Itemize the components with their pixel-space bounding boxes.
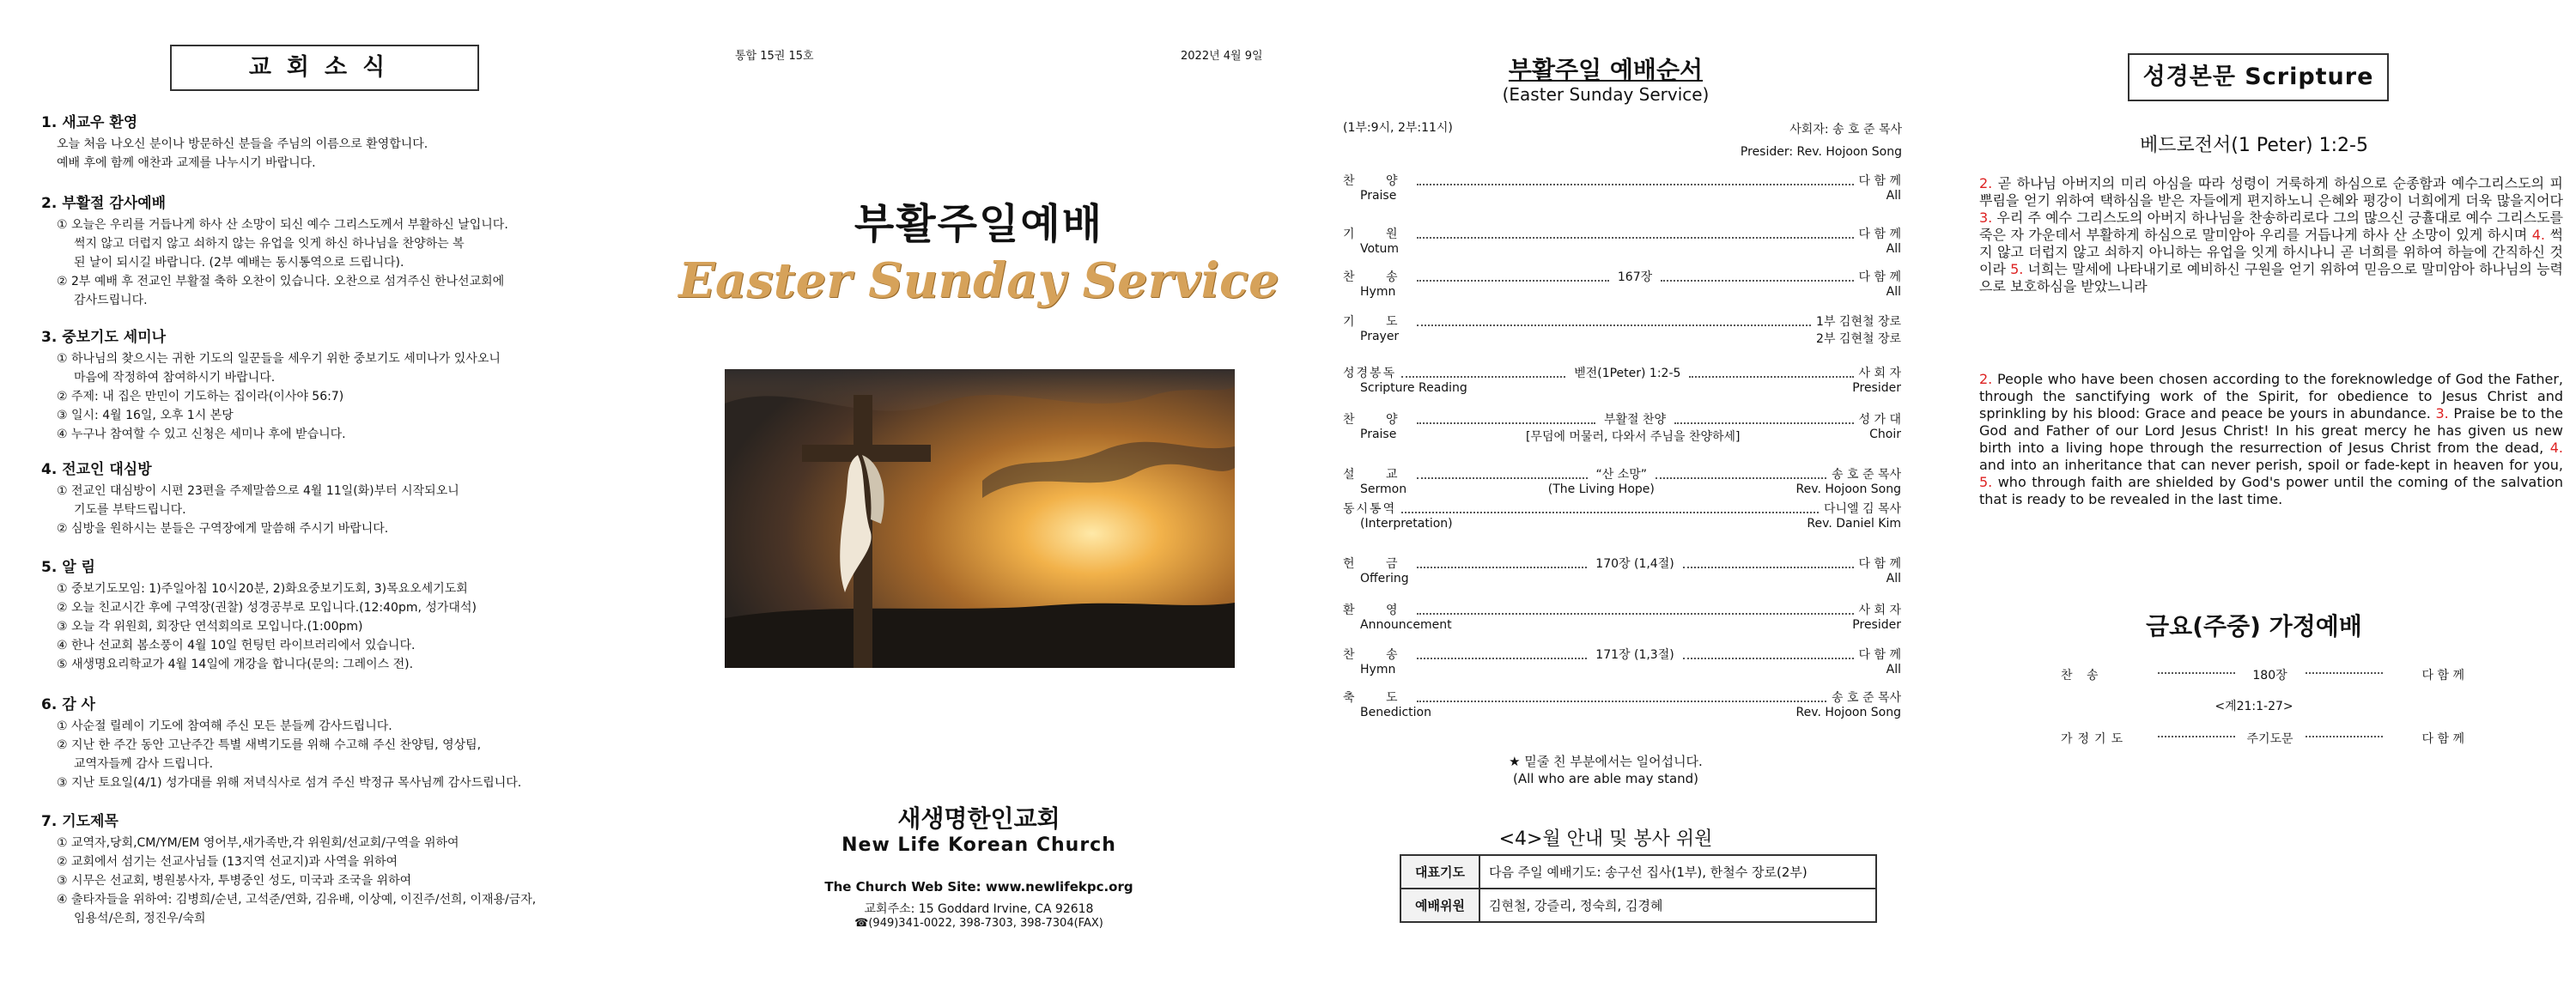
leader-dots	[2158, 736, 2235, 737]
news-section-heading: 7. 기도제목	[41, 813, 118, 830]
verse-number: 3.	[2435, 405, 2449, 422]
order-item-english-leader: Rev. Daniel Kim	[1807, 517, 1901, 531]
duty-head: 대표기도	[1400, 855, 1479, 889]
order-item-english-leader: Choir	[1869, 428, 1901, 441]
leader-dots	[1417, 184, 1854, 185]
order-item-label: 기 원	[1343, 228, 1412, 241]
news-section-heading: 1. 새교우 환영	[41, 114, 138, 131]
order-item-english	[1343, 381, 1901, 395]
order-item-english-leader: Presider	[1852, 618, 1901, 632]
order-item-english-leader: Rev. Hojoon Song	[1795, 482, 1901, 496]
bulletin-volume: 통합 15권 15호	[735, 50, 814, 63]
order-item-label: 찬 양	[1343, 413, 1412, 427]
scripture-reference: 베드로전서(1 Peter) 1:2-5	[2140, 135, 2368, 156]
order-item-english-label: (Interpretation)	[1360, 517, 1453, 531]
order-item-english-label: Hymn	[1360, 285, 1396, 299]
news-line: 예배 후에 함께 애찬과 교제를 나누시기 바랍니다.	[57, 156, 316, 170]
order-item-main	[1343, 364, 1901, 381]
order-item-detail: 부활절 찬양	[1603, 413, 1667, 427]
order-item-label: 성경봉독	[1343, 367, 1397, 380]
order-item-label: 찬 양	[1343, 174, 1412, 188]
friday-prayer-by: 다 함 께	[2421, 732, 2464, 746]
order-item-english-label: Votum	[1360, 242, 1400, 256]
verse-number: 5.	[1979, 474, 1993, 490]
order-item-leader: 성 가 대	[1858, 413, 1901, 427]
verse-text: who through faith are shielded by God's power until the coming of the salvation that is ready to be revealed in the last time.	[1979, 474, 2563, 507]
order-item-detail: 171장 (1,3절)	[1595, 648, 1674, 662]
order-item-english-leader: All	[1886, 572, 1901, 585]
order-item-english	[1343, 517, 1901, 531]
order-item-english	[1343, 572, 1901, 585]
order-item	[1343, 646, 1901, 676]
news-line: ③ 지난 토요일(4/1) 성가대를 위해 저녁식사로 섬겨 주신 박정규 목사님께 감사드립니다.	[57, 776, 522, 790]
order-item-english	[1343, 482, 1901, 496]
order-item-main	[1343, 500, 1901, 517]
order-item-main	[1343, 465, 1901, 482]
news-section	[41, 692, 634, 792]
order-item-english-label: Offering	[1360, 572, 1409, 585]
order-item-leader: 다니엘 김 목사	[1823, 502, 1901, 516]
presider-english: Presider: Rev. Hojoon Song	[1740, 145, 1902, 159]
service-times: (1부:9시, 2부:11시)	[1343, 121, 1453, 135]
news-title: 교회소식	[170, 45, 479, 91]
news-section	[41, 191, 634, 310]
scripture-title: 성경본문 Scripture	[2128, 53, 2389, 101]
order-of-worship-panel	[1305, 0, 1906, 995]
order-item-label: 헌 금	[1343, 557, 1412, 571]
church-phone: ☎(949)341-0022, 398-7303, 398-7304(FAX)	[854, 917, 1103, 930]
order-item-main	[1343, 225, 1901, 242]
stand-note-korean: ★ 밑줄 친 부분에서는 일어섭니다.	[1509, 754, 1703, 769]
order-item-english	[1343, 330, 1901, 347]
order-item-english-label: Praise	[1360, 428, 1397, 441]
news-section	[41, 555, 634, 674]
news-line: ⑤ 새생명요리학교가 4월 14일에 개강을 합니다(문의: 그레이스 전).	[57, 658, 414, 671]
news-line: 마음에 작정하여 참여하시기 바랍니다.	[74, 371, 276, 385]
table-row	[1400, 855, 1876, 889]
order-item-english-leader: All	[1886, 663, 1901, 676]
order-item-main	[1343, 689, 1901, 706]
cover-panel	[653, 0, 1305, 995]
scripture-korean-text	[1979, 175, 2563, 295]
leader-dots	[1417, 658, 1588, 659]
order-item-label: 기 도	[1343, 315, 1412, 329]
presider-block	[1741, 118, 1902, 163]
news-line: ② 교회에서 섬기는 선교사님들 (13지역 선교지)과 사역을 위하여	[57, 855, 398, 869]
duty-table	[1400, 854, 1877, 923]
leader-dots	[1661, 280, 1853, 282]
scripture-english-text	[1979, 371, 2563, 508]
order-item-english-leader: Presider	[1852, 381, 1901, 395]
verse-text: Praise be to the God and Father of our Lord Jesus Christ! In his great mercy he has given us new birth into a living hope through the resurrection of Jesus Christ from the dead,	[1979, 405, 2564, 456]
bulletin-date: 2022년 4월 9일	[1181, 50, 1263, 63]
verse-number: 5.	[2010, 261, 2024, 277]
order-item	[1343, 268, 1901, 299]
order-item	[1343, 465, 1901, 496]
order-item-english	[1343, 618, 1901, 632]
order-item	[1343, 555, 1901, 585]
duty-head: 예배위원	[1400, 889, 1479, 922]
news-line: 기도를 부탁드립니다.	[74, 503, 186, 517]
leader-dots	[1401, 512, 1819, 513]
order-item-leader: 사 회 자	[1858, 604, 1901, 617]
friday-prayer-item: 주기도문	[2246, 732, 2293, 746]
order-item-label: 찬 송	[1343, 270, 1412, 284]
verse-number: 4.	[2549, 440, 2563, 456]
service-title-english: Easter Sunday Service	[678, 252, 1279, 309]
order-item-english-leader: 2부 김현철 장로	[1816, 332, 1901, 346]
order-item-english-leader: All	[1886, 242, 1901, 256]
order-item	[1343, 364, 1901, 395]
news-line: ② 심방을 원하시는 분들은 구역장에게 말씀해 주시기 바랍니다.	[57, 522, 389, 536]
order-item-english-label: Praise	[1360, 189, 1397, 203]
order-item-leader: 다 함 께	[1858, 228, 1901, 241]
order-item-leader: 사 회 자	[1858, 367, 1901, 380]
order-item-leader: 다 함 께	[1858, 270, 1902, 284]
order-item-leader: 1부 김현철 장로	[1816, 315, 1901, 329]
order-item-english	[1343, 428, 1901, 445]
verse-number: 3.	[1979, 209, 1993, 226]
order-item-english-label: Sermon	[1360, 482, 1407, 496]
order-item-english	[1343, 285, 1901, 299]
order-item-english	[1343, 706, 1901, 719]
order-item	[1343, 500, 1901, 531]
order-item-leader: 다 함 께	[1858, 174, 1901, 188]
order-item	[1343, 601, 1901, 632]
verse-number: 2.	[1979, 371, 1993, 387]
news-section-heading: 5. 알 림	[41, 559, 95, 576]
order-item	[1343, 312, 1901, 347]
leader-dots	[1656, 477, 1826, 479]
order-item-english	[1343, 663, 1901, 676]
leader-dots	[1417, 701, 1827, 702]
friday-prayer-row	[2061, 730, 2464, 747]
order-item-english-label: Benediction	[1360, 706, 1431, 719]
order-item-english-detail: [무덤에 머물러, 다와서 주님을 찬양하세]	[1525, 430, 1741, 444]
order-item-english	[1343, 189, 1901, 203]
leader-dots	[1417, 280, 1609, 282]
leader-dots	[1689, 376, 1853, 378]
order-title: 부활주일 예배순서	[1508, 56, 1704, 84]
scripture-panel	[1932, 0, 2576, 995]
leader-dots	[1417, 325, 1812, 326]
order-item-english-label: Hymn	[1360, 663, 1396, 676]
duty-value: 다음 주일 예배기도: 송구선 집사(1부), 한철수 장로(2부)	[1479, 855, 1876, 889]
order-item-english	[1343, 242, 1901, 256]
friday-hymn-row	[2061, 666, 2464, 683]
order-item-label: 환 영	[1343, 604, 1412, 617]
leader-dots	[2306, 672, 2383, 674]
stand-note-english: (All who are able may stand)	[1512, 771, 1699, 786]
friday-hymn-by: 다 함 께	[2421, 669, 2464, 683]
church-name-korean: 새생명한인교회	[897, 804, 1060, 833]
verse-text: 썩지 않고 더럽지 않고 쇠하지 아니하는 유업을 잇게 하시나니 곧 너희를 위하여 하늘에 간직하신 것이라	[1979, 227, 2563, 277]
order-item	[1343, 689, 1901, 719]
leader-dots	[1417, 422, 1595, 424]
news-line: 임용석/은희, 정진우/숙희	[74, 912, 206, 925]
news-line: ① 교역자,당회,CM/YM/EM 영어부,새가족반,각 위원회/선교회/구역을 위하여	[57, 836, 459, 850]
order-item-main	[1343, 555, 1901, 572]
verse-number: 2.	[1979, 175, 1993, 191]
verse-text: 곧 하나님 아버지의 미리 아심을 따라 성령이 거룩하게 하심으로 순종함과 예수그리스도의 피 뿌림을 얻기 위하여 택하심을 받은 자들에게 편지하노니 은혜와 평강이 너희에게 더욱 많을지어다	[1979, 175, 2563, 209]
order-item-english-label: Prayer	[1360, 330, 1400, 343]
leader-dots	[1417, 237, 1854, 239]
friday-hymn-number: 180장	[2252, 669, 2287, 683]
order-item-detail: 167장	[1617, 270, 1653, 284]
order-item	[1343, 225, 1901, 256]
news-section-heading: 4. 전교인 대심방	[41, 461, 152, 478]
verse-text: and into an inheritance that can never perish, spoil or fade-kept in heaven for you,	[1979, 457, 2563, 473]
leader-dots	[1674, 422, 1853, 424]
order-item-main	[1343, 312, 1901, 330]
news-line: ② 지난 한 주간 동안 고난주간 특별 새벽기도를 위해 수고해 주신 찬양팀, 영상팀,	[57, 738, 482, 752]
news-line: ① 전교인 대심방이 시편 23편을 주제말씀으로 4월 11일(화)부터 시작되오니	[57, 484, 459, 498]
friday-reading: <계21:1-27>	[2215, 700, 2293, 713]
order-item	[1343, 410, 1901, 445]
news-line: 감사드립니다.	[74, 294, 148, 307]
order-item-label: 찬 송	[1343, 648, 1412, 662]
leader-dots	[1417, 613, 1854, 615]
order-item-label: 동시통역	[1343, 502, 1397, 516]
order-item-leader: 송 호 준 목사	[1832, 468, 1902, 482]
order-subtitle: (Easter Sunday Service)	[1502, 84, 1710, 105]
leader-dots	[1401, 376, 1565, 378]
order-item-main	[1343, 172, 1901, 189]
friday-hymn-label: 찬 송	[2061, 669, 2104, 683]
church-news-panel	[0, 0, 653, 995]
church-website: The Church Web Site: www.newlifekpc.org	[824, 879, 1133, 895]
order-item-detail: “산 소망”	[1595, 468, 1648, 482]
news-line: 된 날이 되시길 바랍니다. (2부 예배는 동시통역으로 드립니다).	[74, 256, 404, 270]
order-item-label: 설 교	[1343, 468, 1412, 482]
news-line: ③ 일시: 4월 16일, 오후 1시 본당	[57, 409, 234, 422]
news-section-heading: 3. 중보기도 세미나	[41, 329, 167, 346]
leader-dots	[2306, 736, 2383, 737]
verse-text: 너희는 말세에 나타내기로 예비하신 구원을 얻기 위하여 믿음으로 말미암아 하나님의 능력으로 보호하심을 받았느니라	[1979, 261, 2563, 294]
order-item-english-leader: All	[1886, 285, 1901, 299]
news-line: ① 오늘은 우리를 거듭나게 하사 산 소망이 되신 예수 그리스도께서 부활하신 날입니다.	[57, 218, 508, 232]
church-name-english: New Life Korean Church	[841, 834, 1116, 856]
service-title-korean: 부활주일예배	[854, 200, 1104, 248]
order-item-detail: 벧전(1Peter) 1:2-5	[1574, 367, 1681, 380]
order-item-detail: 170장 (1,4절)	[1595, 557, 1674, 571]
verse-text: People who have been chosen according to the foreknowledge of God the Father, through the sanctifying work of the Spirit, for obedience to Jesus Christ and sprinkling by his blood: Grace and peace be yours in abundance.	[1979, 371, 2563, 422]
news-line: ③ 오늘 각 위원회, 회장단 연석회의로 모입니다.(1:00pm)	[57, 620, 363, 634]
order-item	[1343, 172, 1901, 203]
verse-text: 우리 주 예수 그리스도의 아버지 하나님을 찬송하리로다 그의 많으신 긍휼대로 예수 그리스도를 죽은 자 가운데서 부활하게 하심으로 말미암아 우리를 거듭나게 하사 산 소망이 있게 하시며	[1979, 209, 2563, 243]
order-item-english-label: Scripture Reading	[1360, 381, 1467, 395]
news-line: ④ 누구나 참여할 수 있고 신청은 세미나 후에 받습니다.	[57, 428, 346, 441]
news-line: ③ 시무은 선교회, 병원봉사자, 투병중인 성도, 미국과 조국을 위하여	[57, 874, 412, 888]
news-section	[41, 809, 634, 928]
verse-number: 4.	[2531, 227, 2546, 243]
news-section	[41, 325, 634, 444]
order-item-leader: 다 함 께	[1858, 648, 1901, 662]
order-item-main	[1343, 601, 1901, 618]
leader-dots	[1683, 567, 1854, 568]
news-line: ② 2부 예배 후 전교인 부활절 축하 오찬이 있습니다. 오찬으로 섬겨주신 한나선교회에	[57, 275, 505, 288]
leader-dots	[1417, 477, 1588, 479]
order-item-english-label: Announcement	[1360, 618, 1452, 632]
order-item-main	[1343, 410, 1901, 428]
table-row	[1400, 889, 1876, 922]
order-item-english-leader: Rev. Hojoon Song	[1795, 706, 1901, 719]
order-item-main	[1343, 268, 1901, 285]
news-line: 교역자들께 감사 드립니다.	[74, 757, 214, 771]
monthly-duty-title: <4>월 안내 및 봉사 위원	[1498, 828, 1713, 850]
church-address: 교회주소: 15 Goddard Irvine, CA 92618	[864, 902, 1094, 916]
friday-service-title: 금요(주중) 가정예배	[2146, 612, 2362, 640]
news-line: ④ 출타자들을 위하여: 김병희/순년, 고석준/연화, 김유배, 이상예, 이진주/선희, 이재용/금자,	[57, 893, 537, 907]
news-section-heading: 2. 부활절 감사예배	[41, 195, 167, 212]
news-section-heading: 6. 감 사	[41, 696, 95, 713]
news-line: ① 하나님의 찾으시는 귀한 기도의 일꾼들을 세우기 위한 중보기도 세미나가 있사오니	[57, 352, 501, 366]
leader-dots	[1683, 658, 1854, 659]
news-section	[41, 457, 634, 538]
duty-value: 김현철, 강즐리, 정숙희, 김경혜	[1479, 889, 1876, 922]
friday-prayer-label: 가정기도	[2061, 732, 2129, 746]
news-section	[41, 110, 634, 173]
news-line: 썩지 않고 더럽지 않고 쇠하지 않는 유업을 잇게 하신 하나님을 찬양하는 복	[74, 237, 465, 251]
order-item-leader: 송 호 준 목사	[1832, 691, 1901, 705]
leader-dots	[2158, 672, 2235, 674]
order-item-main	[1343, 646, 1901, 663]
presider-korean: 사회자: 송 호 준 목사	[1789, 123, 1902, 137]
news-line: ④ 한나 선교회 봄소풍이 4월 10일 헌팅턴 라이브러리에서 있습니다.	[57, 639, 416, 652]
news-line: ② 오늘 친교시간 후에 구역장(권찰) 성경공부로 모입니다.(12:40pm, 성가대석)	[57, 601, 477, 615]
news-line: ② 주제: 내 집은 만민이 기도하는 집이라(이사야 56:7)	[57, 390, 344, 403]
leader-dots	[1417, 567, 1588, 568]
news-line: 오늘 처음 나오신 분이나 방문하신 분들을 주님의 이름으로 환영합니다.	[57, 137, 428, 151]
cross-sunset-photo	[725, 369, 1235, 668]
order-item-english-detail: (The Living Hope)	[1547, 482, 1655, 496]
order-item-english-leader: All	[1886, 189, 1901, 203]
news-line: ① 사순절 릴레이 기도에 참여해 주신 모든 분들께 감사드립니다.	[57, 719, 392, 733]
news-line: ① 중보기도모임: 1)주일아침 10시20분, 2)화요중보기도회, 3)목요오세기도회	[57, 582, 468, 596]
order-item-leader: 다 함 께	[1858, 557, 1901, 571]
order-item-label: 축 도	[1343, 691, 1412, 705]
